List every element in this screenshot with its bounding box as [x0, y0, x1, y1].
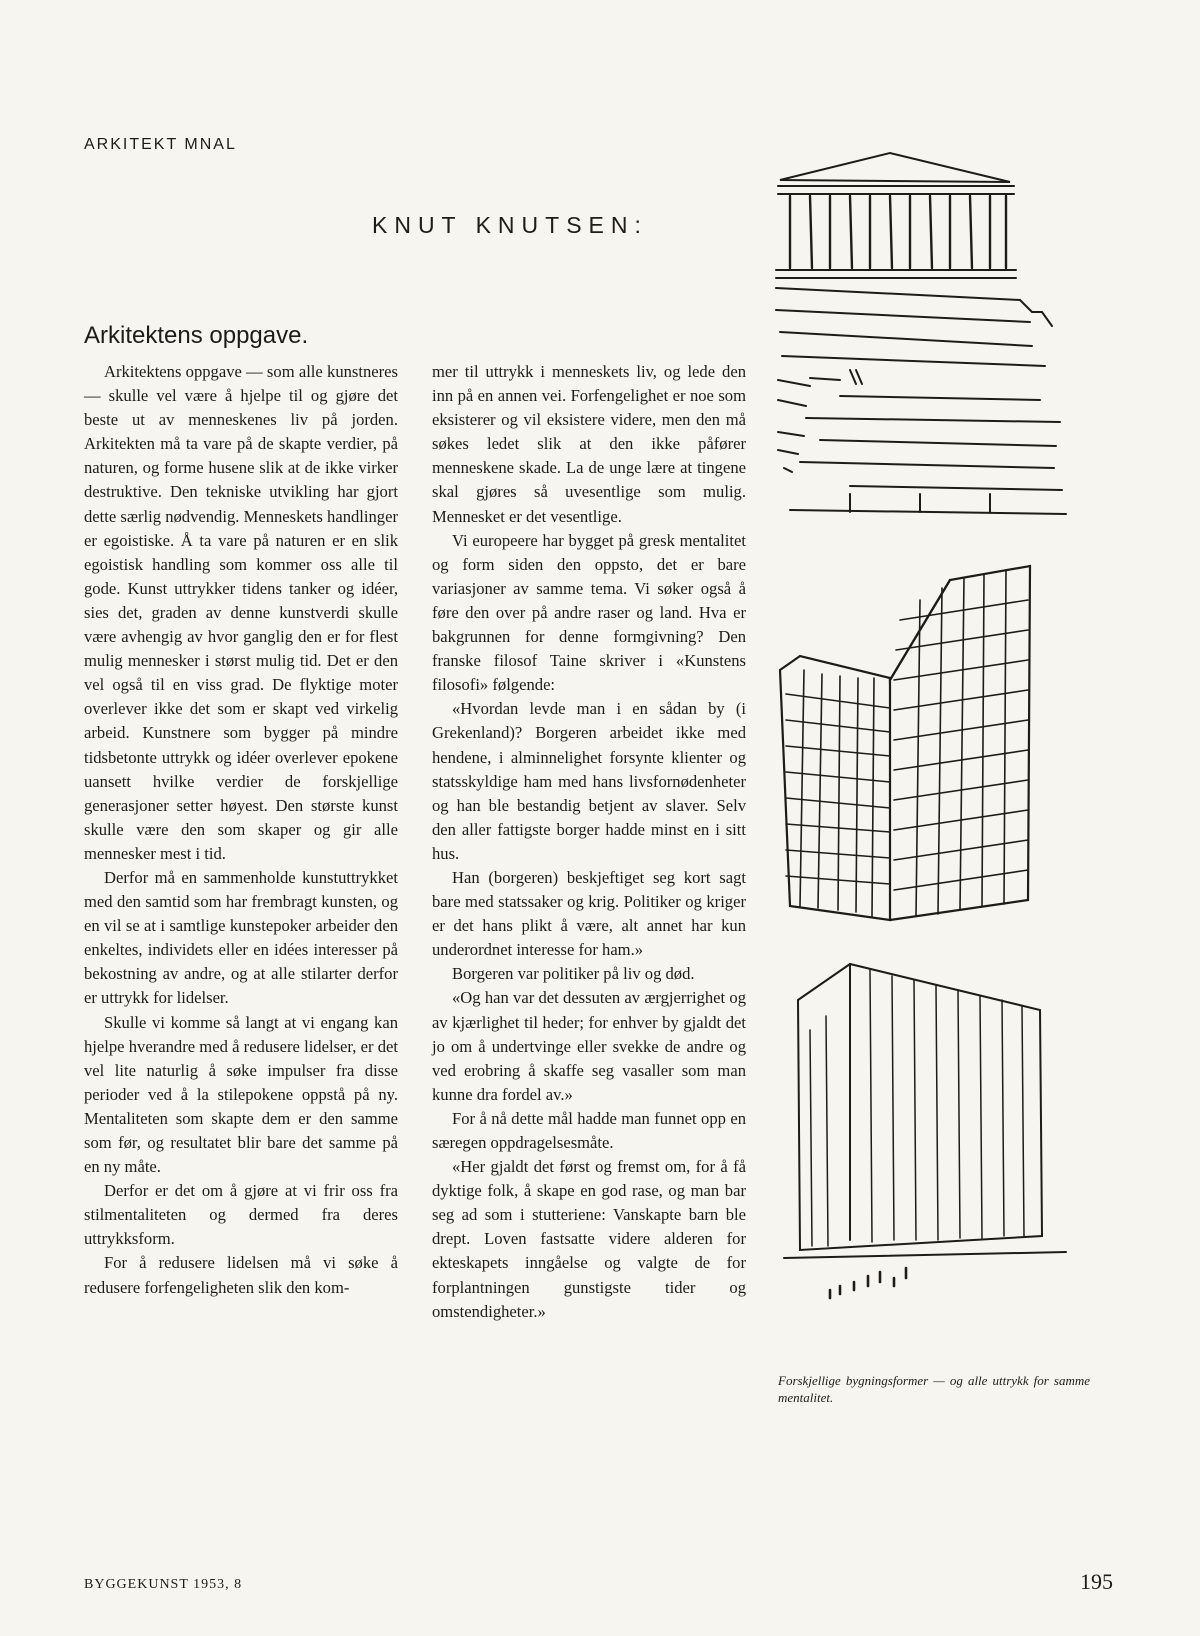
illustrations: [770, 150, 1100, 1400]
figure-caption: Forskjellige bygningsformer — og alle uttrykk for samme mentalitet.: [778, 1373, 1090, 1405]
paragraph: «Hvordan levde man i en sådan by (i Grekenland)? Borgeren arbeidet ikke med hendene, i alminnelighet forsynte klienter og statsskyldige ham med hans livsfornødenheter og han ble bestandig betjent av slaver. Selv den aller fattigste borger hadde minst en i sitt hus.: [432, 699, 746, 863]
author-kicker: ARKITEKT MNAL: [84, 136, 237, 153]
paragraph: Arkitektens oppgave — som alle kunstneres — skulle vel være å hjelpe til og gjøre det beste ut av menneskenes liv på jorden. Arkitekten må ta vare på de skapte verdier, på naturen, og forme husene slik at de ikke virker destruktive. Den tekniske utvikling har gjort dette særlig nødvendig. Menneskets handlinger er egoistiske. Å ta vare på naturen er en slik egoistisk handling som kommer oss alle til gode. Kunst uttrykker tidens tanker og idéer, sies det, graden av denne kunstverdi skulle være avhengig av hvor ganglig den er for flest mulig mennesker i størst mulig tid. Det er den vel også til en viss grad. De flyktige moter overlever ikke det som er skapt ved virkelig arbeid. Kunstnere som bygger på mindre tidsbetonte uttrykk og idéer overlever epokene uansett hvilke verdier de forskjellige generasjoner setter høyest. Den største kunst skulle være den som skaper og gir alle mennesker mest i tid.: [84, 362, 398, 863]
paragraph: Derfor er det om å gjøre at vi frir oss fra stilmentaliteten og dermed fra deres uttrykksform.: [84, 1181, 398, 1249]
paragraph: Han (borgeren) beskjeftiget seg kort sagt bare med statssaker og krig. Politiker og kriger er det hans plikt å være, alt annet har kun underordnet interesse for ham.»: [432, 867, 746, 960]
paragraph: Vi europeere har bygget på gresk mentalitet og form siden den oppsto, det er bare variasjoner av samme tema. Vi søker også å føre den over på andre raser og land. Hva er bakgrunnen for denne formgivning? Den franske filosof Taine skriver i «Kunstens filosofi» følgende:: [432, 530, 746, 695]
temple-sketch: [770, 150, 1070, 530]
paragraph: «Her gjaldt det først og fremst om, for å få dyktige folk, å skape en god rase, og man bar seg ad som i stutteriene: Vanskapte barn ble drept. Loven fastsatte videre alderen for ekteskapets inngåelse og valgte de for forplantningen gunstigste tider og omstendigheter.»: [432, 1157, 746, 1321]
author-name: KNUT KNUTSEN:: [372, 212, 648, 238]
article-heading: Arkitektens oppgave.: [84, 322, 309, 349]
page-number: 195: [1080, 1569, 1113, 1594]
text-column-2: [432, 360, 746, 1324]
tower-block-sketch: [770, 560, 1050, 940]
paragraph: Borgeren var politiker på liv og død.: [452, 964, 695, 984]
paragraph: For å redusere lidelsen må vi søke å redusere forfengeligheten slik den kom-: [84, 1253, 398, 1297]
paragraph: mer til uttrykk i menneskets liv, og lede den inn på en annen vei. Forfengelighet er noe som eksisterer og vil eksistere videre, men den må søkes ledet slik at den ikke påfører menneskene skade. La de unge lære at tingene skal gjøres så uvesentlige som mulig. Mennesket er det vesentlige.: [432, 362, 746, 526]
journal-footer: BYGGEKUNST 1953, 8: [84, 1577, 243, 1592]
paragraph: Derfor må en sammenholde kunstuttrykket med den samtid som har frembragt kunsten, og en vil se at i samtlige kunstepoker arbeider den enkeltes, individets eller en idées interesser på bekostning av andre, og at alle stilarter derfor er uttrykk for lidelser.: [84, 867, 398, 1008]
text-column-1: [84, 360, 398, 1300]
paragraph: Skulle vi komme så langt at vi engang kan hjelpe hverandre med å redusere lidelser, er det vel lite naturlig å søke impulser fra disse perioder ved å la stilepokene oppstå på ny. Mentaliteten som skapte dem er den samme som før, og resultatet blir bare det samme på en ny måte.: [84, 1012, 398, 1177]
paragraph: For å nå dette mål hadde man funnet opp en særegen oppdragelsesmåte.: [432, 1108, 746, 1152]
slab-tower-sketch: [770, 960, 1070, 1360]
paragraph: «Og han var det dessuten av ærgjerrighet og av kjærlighet til heder; for enhver by gjaldt det jo om å undertvinge eller svekke de andre og ved erobring å skaffe seg vasaller som man kunne dra fordel av.»: [432, 988, 746, 1104]
